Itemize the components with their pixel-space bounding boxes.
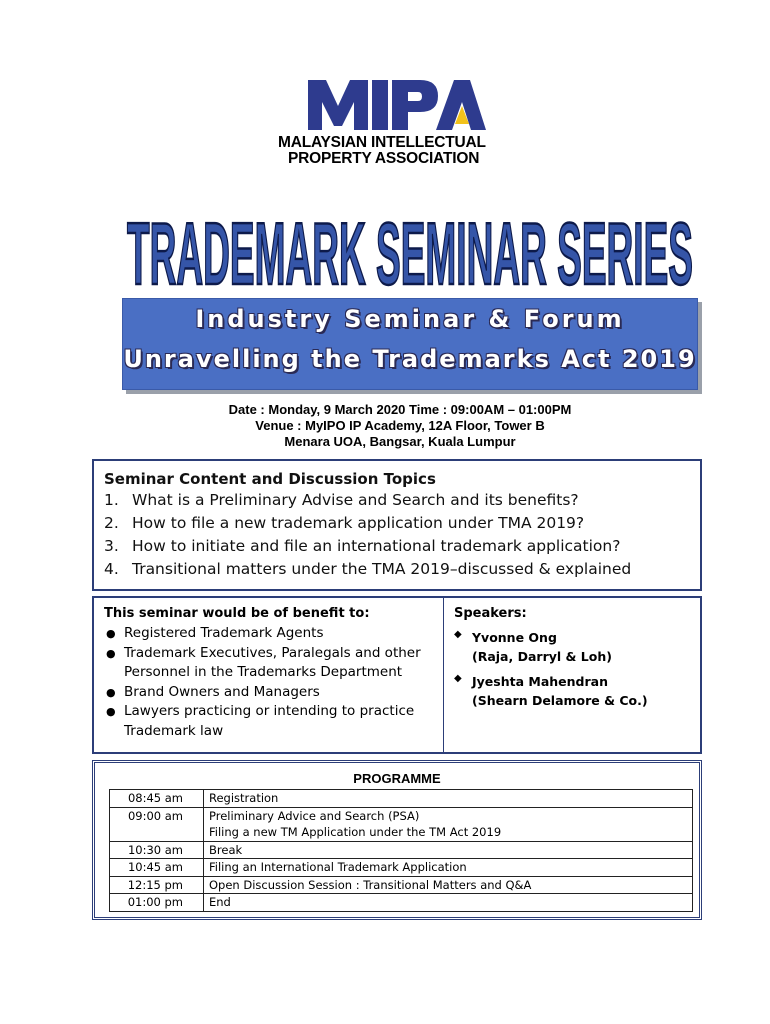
programme-activity <box>204 841 693 859</box>
activity-line: Open Discussion Session : Transitional Matters and Q&A <box>209 877 532 892</box>
audience-box <box>92 596 444 754</box>
logo-name-line1: MALAYSIAN INTELLECTUAL <box>278 134 486 151</box>
topic-item <box>104 512 690 535</box>
audience-item: ● Lawyers practicing or intending to practice Trademark law <box>104 702 433 741</box>
activity-line: Registration <box>209 791 279 805</box>
series-title-text: TRADEMARK SEMINAR SERIES <box>127 204 693 296</box>
speaker-entry <box>454 672 690 710</box>
seminar-banner <box>122 298 698 390</box>
banner-subtitle: Industry Seminar & Forum <box>195 305 625 333</box>
mipa-logo <box>278 76 540 172</box>
activity-line: Preliminary Advice and Search (PSA) <box>209 808 420 823</box>
programme-activity <box>204 859 693 877</box>
speakers-box <box>443 596 702 754</box>
series-title <box>124 204 696 296</box>
programme-activity <box>204 894 693 912</box>
audience-list <box>104 624 433 741</box>
programme-box <box>92 760 702 920</box>
topic-item <box>104 489 690 512</box>
programme-time: 09:00 am <box>110 807 204 841</box>
topics-box <box>92 459 702 591</box>
mipa-logo-mark <box>306 76 486 132</box>
table-row <box>110 841 693 859</box>
audience-heading: This seminar would be of benefit to: <box>104 606 370 621</box>
programme-time: 12:15 pm <box>110 876 204 894</box>
audience-item: ● Brand Owners and Managers <box>104 683 433 703</box>
programme-time: 10:30 am <box>110 841 204 859</box>
topic-item <box>104 535 690 558</box>
topic-text: What is a Preliminary Advise and Search and its benefits? <box>132 491 579 509</box>
topic-number: 3. <box>104 537 119 555</box>
programme-table <box>109 789 693 912</box>
table-row <box>110 807 693 841</box>
topic-number: 4. <box>104 560 119 578</box>
speaker-firm: (Raja, Darryl & Loh) <box>472 649 612 664</box>
programme-title: PROGRAMME <box>353 771 441 786</box>
topic-text: Transitional matters under the TMA 2019–discussed & explained <box>132 560 632 578</box>
topic-text: How to file a new trademark application under TMA 2019? <box>132 514 585 532</box>
table-row <box>110 790 693 808</box>
event-details <box>120 402 680 450</box>
banner-topic: Unravelling the Trademarks Act 2019 <box>123 345 697 373</box>
topics-heading: Seminar Content and Discussion Topics <box>104 470 436 488</box>
activity-line: Filing a new TM Application under the TM Act 2019 <box>209 825 502 839</box>
table-row <box>110 894 693 912</box>
programme-activity <box>204 790 693 808</box>
date-time: Date : Monday, 9 March 2020 Time : 09:00AM – 01:00PM <box>228 402 572 417</box>
speaker-name: ◆ Jyeshta Mahendran <box>472 674 608 689</box>
logo-name-line2: PROPERTY ASSOCIATION <box>288 150 480 167</box>
table-row <box>110 859 693 877</box>
programme-time: 01:00 pm <box>110 894 204 912</box>
topic-number: 2. <box>104 514 119 532</box>
audience-item: ● Trademark Executives, Paralegals and other Personnel in the Trademarks Department <box>104 644 433 683</box>
topics-list <box>104 489 690 581</box>
programme-activity <box>204 876 693 894</box>
topic-item <box>104 558 690 581</box>
venue-line2: Menara UOA, Bangsar, Kuala Lumpur <box>284 434 516 449</box>
topic-text: How to initiate and file an international trademark application? <box>132 537 621 555</box>
activity-line: Filing an International Trademark Application <box>209 860 467 874</box>
programme-time: 10:45 am <box>110 859 204 877</box>
speaker-entry <box>454 628 690 666</box>
venue-line1: Venue : MyIPO IP Academy, 12A Floor, Tower B <box>255 418 545 433</box>
programme-activity <box>204 807 693 841</box>
activity-line: End <box>209 895 231 909</box>
table-row <box>110 876 693 894</box>
activity-line: Break <box>209 842 243 857</box>
topic-number: 1. <box>104 491 119 509</box>
speaker-firm: (Shearn Delamore & Co.) <box>472 693 648 708</box>
programme-time: 08:45 am <box>110 790 204 808</box>
speaker-name: ◆ Yvonne Ong <box>472 630 557 645</box>
audience-item: ● Registered Trademark Agents <box>104 624 433 644</box>
speakers-heading: Speakers: <box>454 606 527 621</box>
